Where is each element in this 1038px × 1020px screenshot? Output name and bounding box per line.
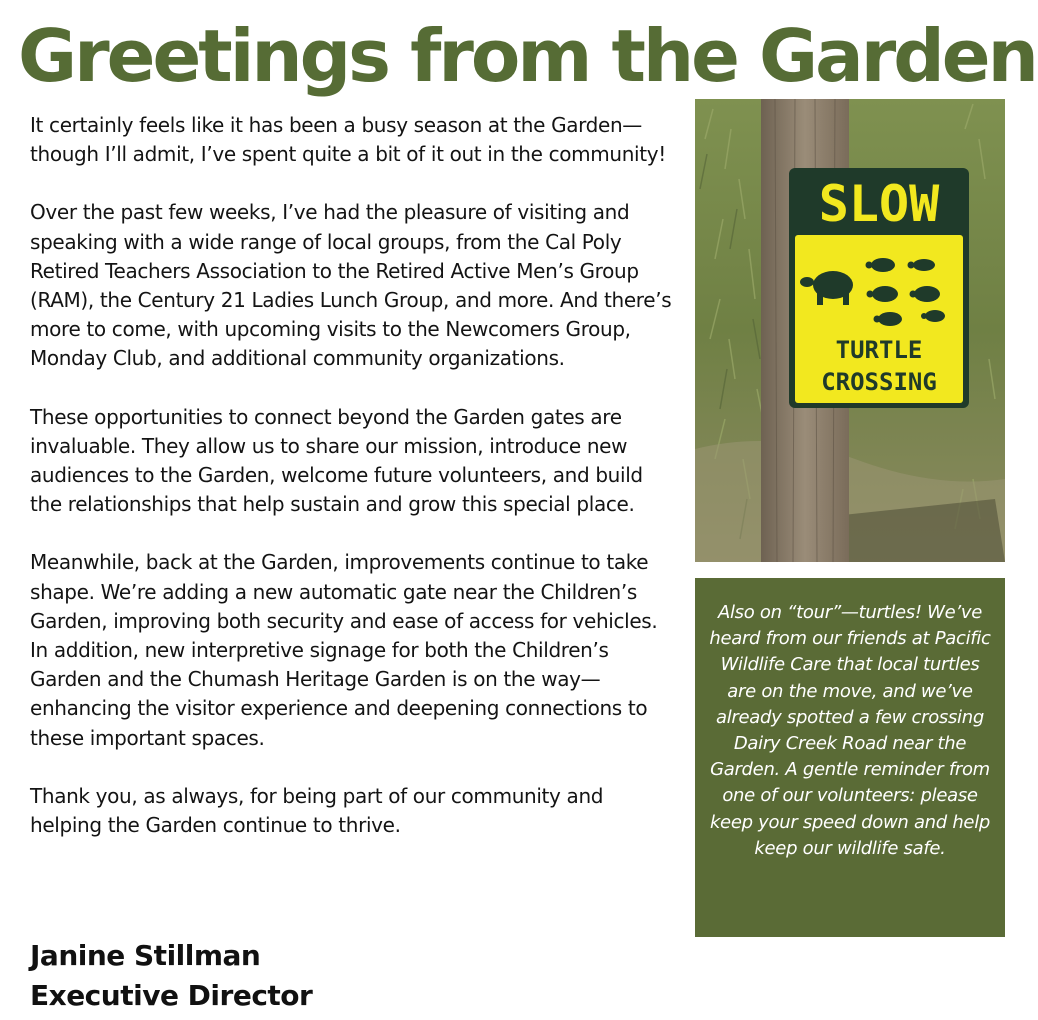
sign-crossing-text: CROSSING [821, 368, 937, 396]
sign-turtle-text: TURTLE [835, 336, 923, 364]
paragraph: Meanwhile, back at the Garden, improvements continue to take shape. We’re adding a new automatic gate near the Children’s Garden, improving both security and ease of access for vehicles. In addition, new interpretive signage for both the Children’s Garden and the Chumash Heritage Garden is on the way—enhancing the visitor experience and deepening connections to these important spaces. [30, 550, 658, 750]
slow-turtle-crossing-sign [789, 168, 969, 408]
signature-block [30, 936, 630, 1016]
turtle-crossing-sign-image [695, 99, 1005, 562]
paragraph: These opportunities to connect beyond the Garden gates are invaluable. They allow us to share our mission, introduce new audiences to the Garden, welcome future volunteers, and build the relationships that help sustain and grow this special place. [30, 404, 643, 517]
signature-title: Executive Director [30, 979, 313, 1012]
turtle-crossing-photo [695, 99, 1005, 562]
letter-body [30, 111, 680, 869]
turtle-callout-box [695, 578, 1005, 937]
paragraph: It certainly feels like it has been a busy season at the Garden—though I’ll admit, I’ve spent quite a bit of it out in the community! [30, 113, 666, 167]
page-title: Greetings from the Garden [18, 14, 1036, 98]
signature-name: Janine Stillman [30, 939, 261, 972]
callout-text: Also on “tour”—turtles! We’ve heard from our friends at Pacific Wildlife Care that local turtles are on the move, and we’ve already spotted a few crossing Dairy Creek Road near the Garden. A gentle reminder from one of our volunteers: please keep your speed down and help keep our wildlife safe. [709, 602, 991, 859]
paragraph: Thank you, as always, for being part of our community and helping the Garden continue to thrive. [30, 783, 604, 838]
sign-slow-text: SLOW [818, 175, 940, 233]
paragraph: Over the past few weeks, I’ve had the pleasure of visiting and speaking with a wide range of local groups, from the Cal Poly Retired Teachers Association to the Retired Active Men’s Group (RAM), the Century 21 Ladies Lunch Group, and more. And there’s more to come, with upcoming visits to the Newcomers Group, Monday Club, and additional community organizations. [30, 200, 672, 371]
